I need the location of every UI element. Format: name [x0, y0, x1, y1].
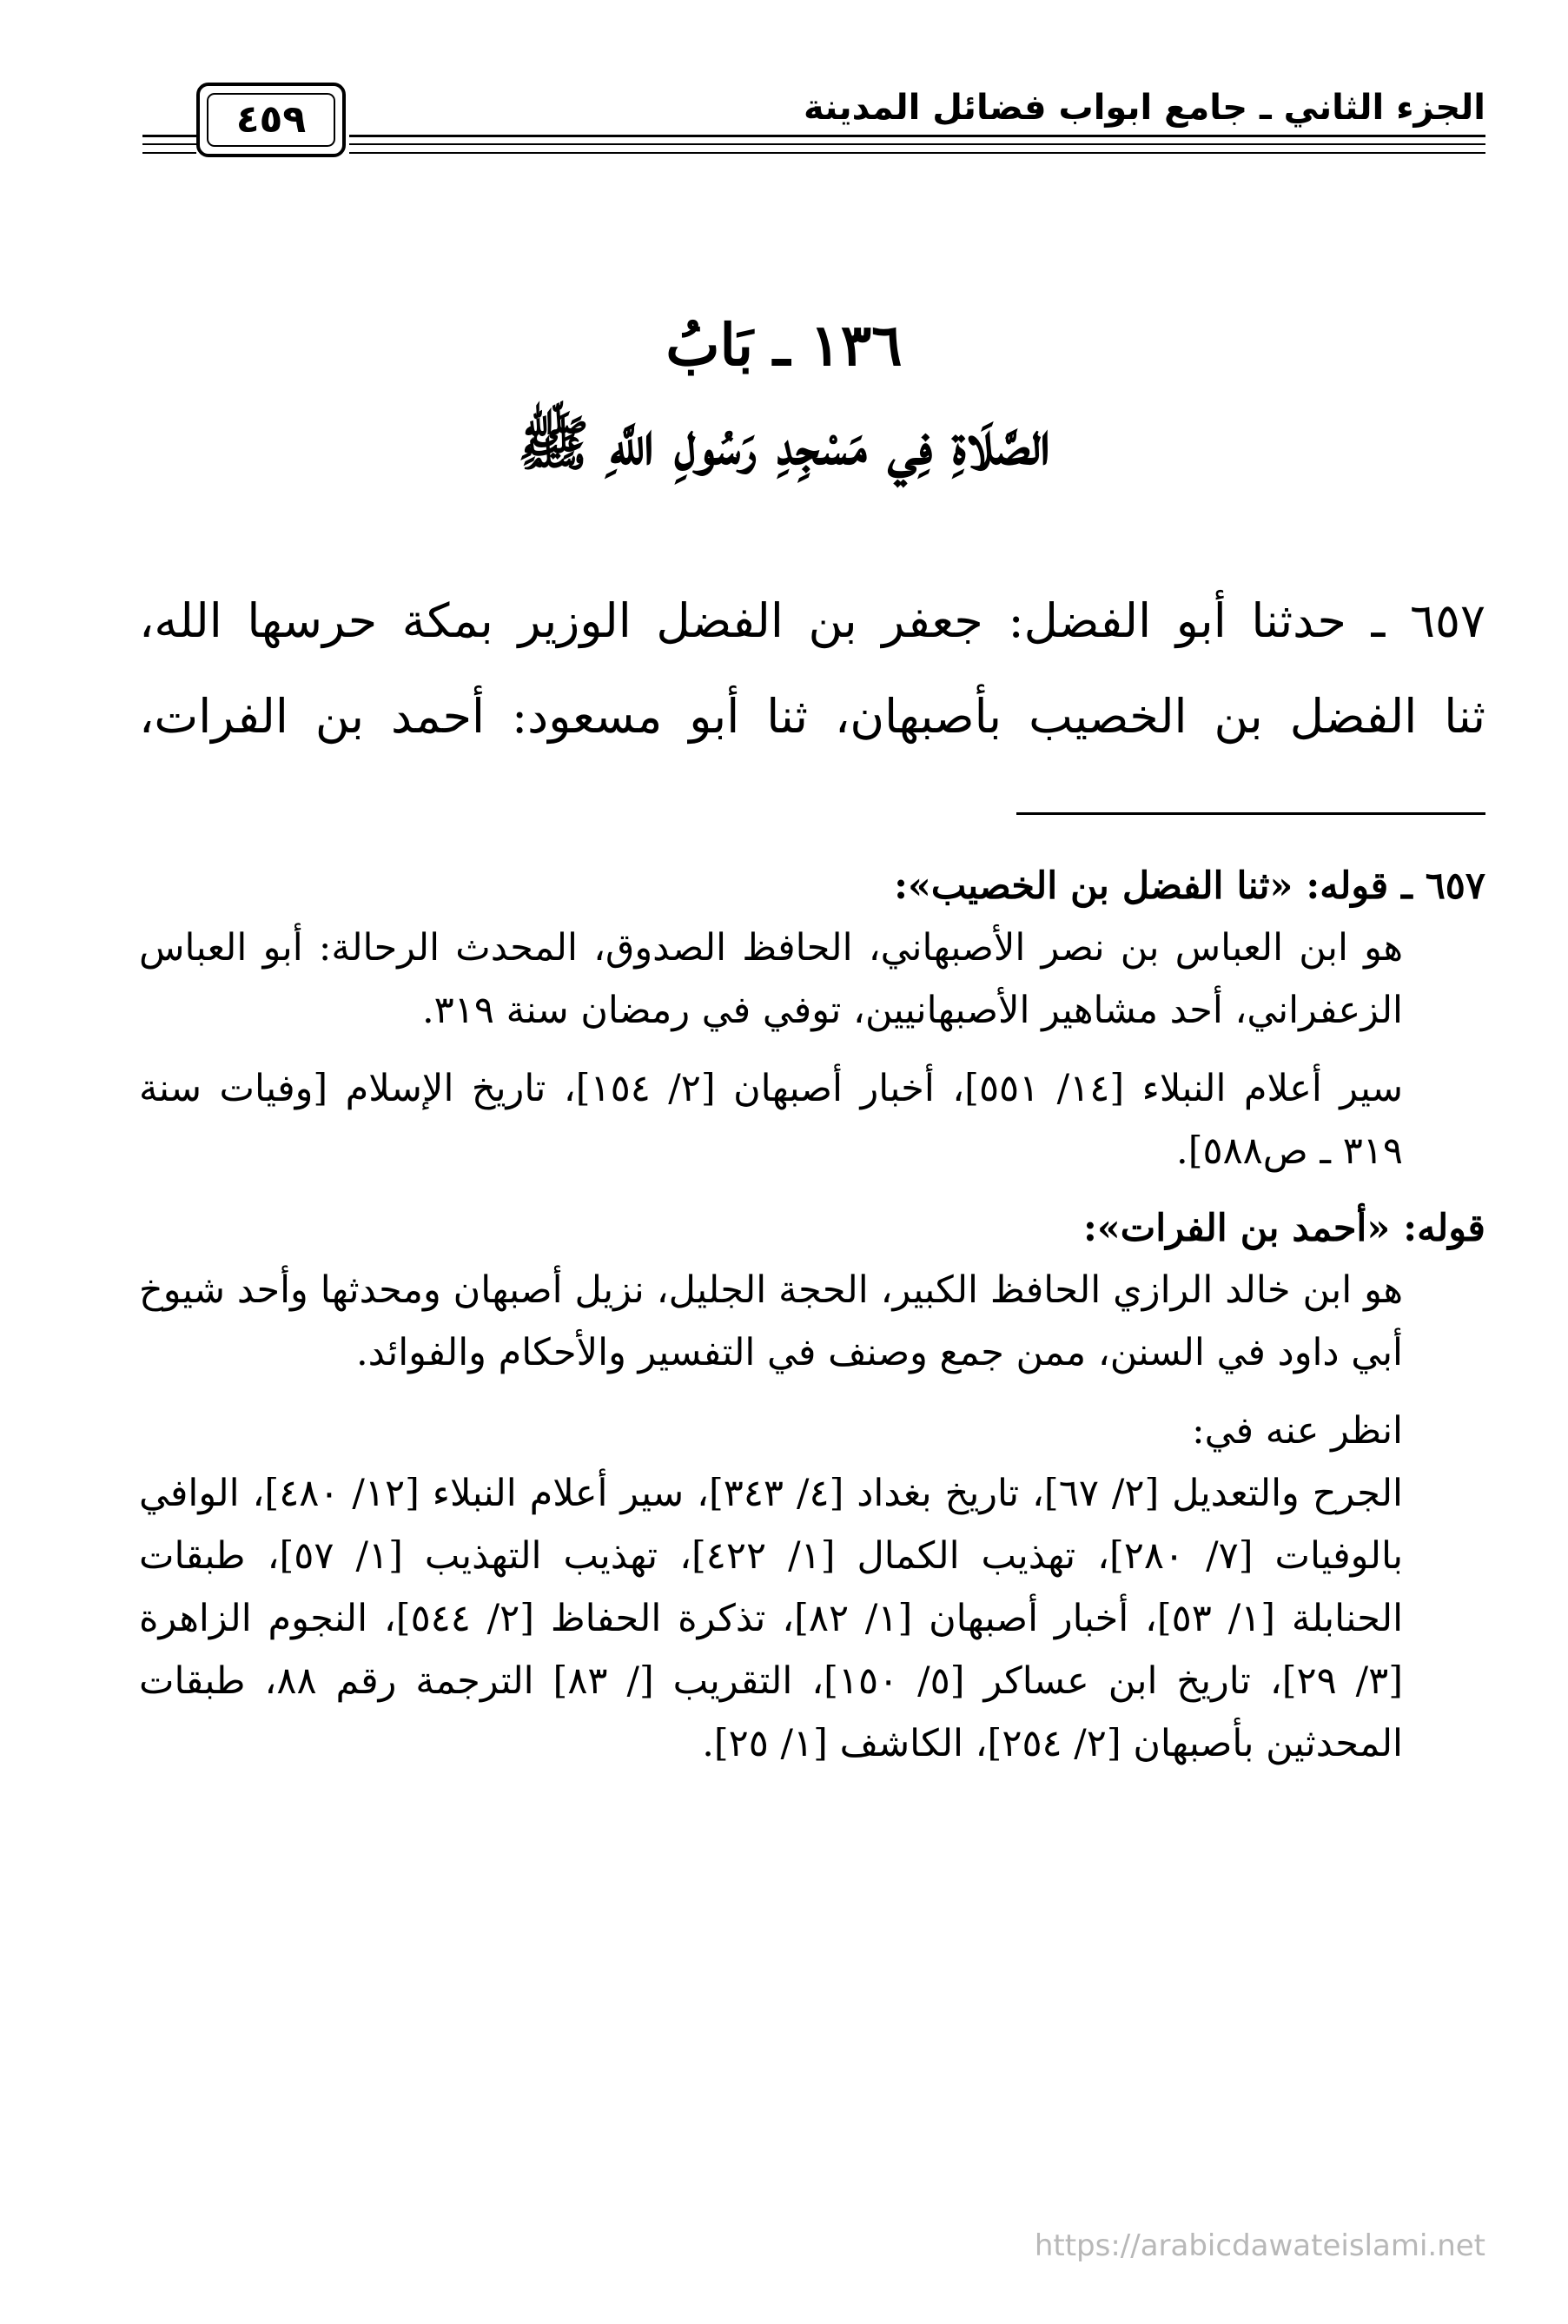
- footnote-paragraph: انظر عنه في:: [1192, 1409, 1403, 1453]
- header-rule: [142, 152, 196, 154]
- footnote-heading: قوله: «أحمد بن الفرات»:: [1083, 1207, 1485, 1250]
- footnote-entry: [139, 856, 1485, 1182]
- footnote-heading: ٦٥٧ ـ قوله: «ثنا الفضل بن الخصيب»:: [894, 864, 1485, 908]
- running-header: [148, 83, 1485, 161]
- header-rule: [142, 143, 196, 145]
- footnotes: [139, 856, 1485, 1775]
- header-rule: [349, 143, 1485, 145]
- page-number-frame: [196, 83, 346, 157]
- footnote-paragraph: الجرح والتعديل [٢/ ٦٧]، تاريخ بغداد [٤/ ٣٤٣]، سير أعلام النبلاء [١٢/ ٤٨٠]، الوافي بالوفيات [٧/ ٢٨٠]، تهذيب الكمال [١/ ٤٢٢]، تهذيب التهذيب [١/ ٥٧]، طبقات الحنابلة [١/ ٥٣]، أخبار أصبهان [١/ ٨٢]، تذكرة الحفاظ [٢/ ٥٤٤]، النجوم الزاهرة [٣/ ٢٩]، تاريخ ابن عساكر [٥/ ١٥٠]، التقريب [/ ٨٣] الترجمة رقم ٨٨، طبقات المحدثين بأصبهان [٢/ ٢٥٤]، الكاشف [١/ ٢٥].: [139, 1472, 1404, 1765]
- running-header-title: الجزء الثاني ـ جامع ابواب فضائل المدينة: [804, 88, 1485, 128]
- page-number-inner-frame: [207, 93, 335, 147]
- footnote-entry: [139, 1198, 1485, 1775]
- header-rule: [142, 135, 196, 137]
- page-number: ٤٥٩: [235, 97, 307, 142]
- footnote-paragraph: هو ابن خالد الرازي الحافظ الكبير، الحجة الجليل، نزيل أصبهان ومحدثها وأحد شيوخ أبي داود في السنن، ممن جمع وصنف في التفسير والأحكام والفوائد.: [139, 1268, 1403, 1374]
- footnote-paragraph: سير أعلام النبلاء [١٤/ ٥٥١]، أخبار أصبهان [٢/ ١٥٤]، تاريخ الإسلام [وفيات سنة ٣١٩ ـ ص٥٨٨].: [139, 1067, 1403, 1173]
- header-rule: [349, 152, 1485, 154]
- watermark-url: https://arabicdawateislami.net: [1034, 2228, 1485, 2263]
- main-text-line: ٦٥٧ ـ حدثنا أبو الفضل: جعفر بن الفضل الوزير بمكة حرسها الله،: [139, 593, 1485, 648]
- footnote-divider: [1016, 812, 1485, 815]
- main-text: [139, 573, 1485, 765]
- footnote-paragraph: هو ابن العباس بن نصر الأصبهاني، الحافظ الصدوق، المحدث الرحالة: أبو العباس الزعفراني، أحد مشاهير الأصبهانيين، توفي في رمضان سنة ٣١٩.: [139, 926, 1403, 1032]
- header-rule: [349, 135, 1485, 137]
- chapter-title: الصَّلَاةِ فِي مَسْجِدِ رَسُولِ اللَّهِ ﷺ: [518, 409, 1050, 479]
- main-text-line: ثنا الفضل بن الخصيب بأصبهان، ثنا أبو مسعود: أحمد بن الفرات،: [139, 689, 1485, 744]
- chapter-number: ١٣٦ ـ بَابُ: [665, 311, 903, 379]
